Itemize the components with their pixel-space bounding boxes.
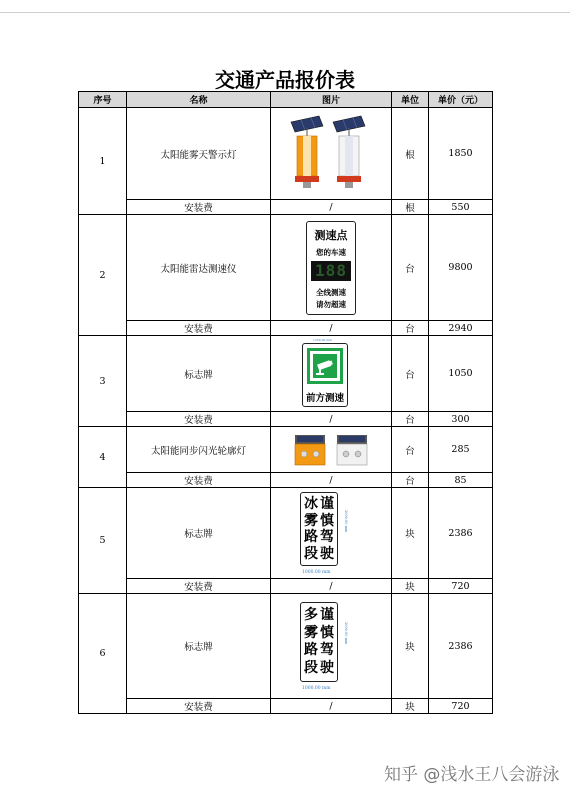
camera-icon	[313, 354, 337, 378]
radar-speed-display: 188	[311, 261, 351, 281]
table-row	[79, 336, 493, 412]
radar-sign-title: 测速点	[314, 228, 348, 242]
install-name: 安装费	[127, 412, 271, 427]
sign-char: 驶	[320, 659, 334, 676]
table-header-row	[79, 92, 493, 108]
sign-dim-bottom: 1000.00 mm	[302, 686, 331, 691]
install-price: 2940	[429, 321, 493, 336]
product-price: 9800	[429, 215, 493, 321]
product-image	[271, 108, 392, 200]
header-image: 图片	[271, 92, 392, 108]
sign-char: 谨	[320, 607, 334, 623]
camera-pictogram	[307, 348, 343, 384]
orange-delineator-lamp	[293, 433, 327, 467]
install-image: /	[271, 412, 392, 427]
install-row	[79, 321, 493, 336]
install-price: 550	[429, 200, 493, 215]
table-row	[79, 594, 493, 699]
camera-sign-dim-top: 1250.00 mm	[313, 337, 333, 342]
sign-char: 谨	[320, 496, 334, 512]
delineator-lamp-image	[271, 433, 391, 467]
row-number: 3	[79, 336, 127, 427]
radar-speed-sign-image	[306, 221, 356, 315]
install-row	[79, 579, 493, 594]
product-image	[271, 336, 392, 412]
watermark: 知乎 @浅水王八会游泳	[384, 765, 560, 785]
install-image: /	[271, 473, 392, 488]
install-name: 安装费	[127, 321, 271, 336]
row-number: 2	[79, 215, 127, 336]
speed-camera-sign-image	[299, 338, 363, 410]
install-row	[79, 473, 493, 488]
sign-char: 驾	[320, 529, 334, 545]
sign-char: 慎	[320, 624, 334, 641]
table-row	[79, 108, 493, 200]
product-name: 太阳能雷达测速仪	[127, 215, 271, 321]
page-title: 交通产品报价表	[215, 68, 355, 92]
install-name: 安装费	[127, 579, 271, 594]
product-name: 标志牌	[127, 336, 271, 412]
product-price: 1050	[429, 336, 493, 412]
row-number: 6	[79, 594, 127, 714]
header-no: 序号	[79, 92, 127, 108]
install-name: 安装费	[127, 473, 271, 488]
product-price: 1850	[429, 108, 493, 200]
table-row	[79, 427, 493, 473]
install-price: 720	[429, 699, 493, 714]
sign-char: 驾	[320, 642, 334, 658]
product-image	[271, 215, 392, 321]
table-row	[79, 215, 493, 321]
header-name: 名称	[127, 92, 271, 108]
install-unit: 台	[392, 321, 429, 336]
product-name: 标志牌	[127, 488, 271, 579]
radar-sign-line2: 全线测速	[316, 287, 346, 297]
sign-char: 冰	[304, 496, 318, 512]
radar-sign-line3: 请勿超速	[316, 299, 346, 309]
sign-char: 路	[304, 529, 318, 545]
install-price: 720	[429, 579, 493, 594]
install-row	[79, 412, 493, 427]
sign-char: 路	[304, 642, 318, 658]
install-unit: 块	[392, 699, 429, 714]
sign-char: 雾	[304, 512, 318, 529]
product-unit: 根	[392, 108, 429, 200]
product-price: 2386	[429, 488, 493, 579]
product-name: 太阳能同步闪光轮廓灯	[127, 427, 271, 473]
install-price: 85	[429, 473, 493, 488]
top-rule	[0, 12, 570, 13]
row-number: 4	[79, 427, 127, 488]
row-number: 5	[79, 488, 127, 594]
product-name: 太阳能雾天警示灯	[127, 108, 271, 200]
fog-warning-sign-image	[296, 598, 366, 694]
sign-dim-side: 2000.00 mm	[344, 510, 348, 533]
install-price: 300	[429, 412, 493, 427]
install-image: /	[271, 321, 392, 336]
sign-dim-side: 2000.00 mm	[344, 622, 348, 645]
install-unit: 块	[392, 579, 429, 594]
product-image	[271, 427, 392, 473]
product-unit: 台	[392, 336, 429, 412]
ice-fog-warning-sign-image	[296, 490, 366, 576]
quote-table	[78, 91, 493, 714]
product-unit: 块	[392, 594, 429, 699]
sign-char: 段	[304, 545, 318, 562]
header-price: 单价（元）	[429, 92, 493, 108]
header-unit: 单位	[392, 92, 429, 108]
sign-char: 雾	[304, 624, 318, 641]
product-unit: 台	[392, 427, 429, 473]
sign-char: 驶	[320, 545, 334, 562]
white-delineator-lamp	[335, 433, 369, 467]
sign-char: 慎	[320, 512, 334, 529]
install-image: /	[271, 200, 392, 215]
install-unit: 台	[392, 412, 429, 427]
sign-char: 多	[304, 607, 318, 623]
install-row	[79, 699, 493, 714]
install-row	[79, 200, 493, 215]
install-name: 安装费	[127, 200, 271, 215]
sign-char: 段	[304, 659, 318, 676]
solar-fog-warning-lamp-image	[289, 114, 373, 190]
row-number: 1	[79, 108, 127, 215]
camera-sign-text: 前方测速	[305, 392, 344, 404]
product-unit: 台	[392, 215, 429, 321]
radar-sign-line1: 您的车速	[316, 247, 346, 257]
product-image	[271, 488, 392, 579]
product-name: 标志牌	[127, 594, 271, 699]
install-image: /	[271, 579, 392, 594]
product-price: 2386	[429, 594, 493, 699]
product-price: 285	[429, 427, 493, 473]
install-image: /	[271, 699, 392, 714]
product-image	[271, 594, 392, 699]
install-unit: 根	[392, 200, 429, 215]
product-unit: 块	[392, 488, 429, 579]
install-name: 安装费	[127, 699, 271, 714]
sign-dim-bottom: 1000.00 mm	[302, 570, 331, 575]
table-row	[79, 488, 493, 579]
install-unit: 台	[392, 473, 429, 488]
